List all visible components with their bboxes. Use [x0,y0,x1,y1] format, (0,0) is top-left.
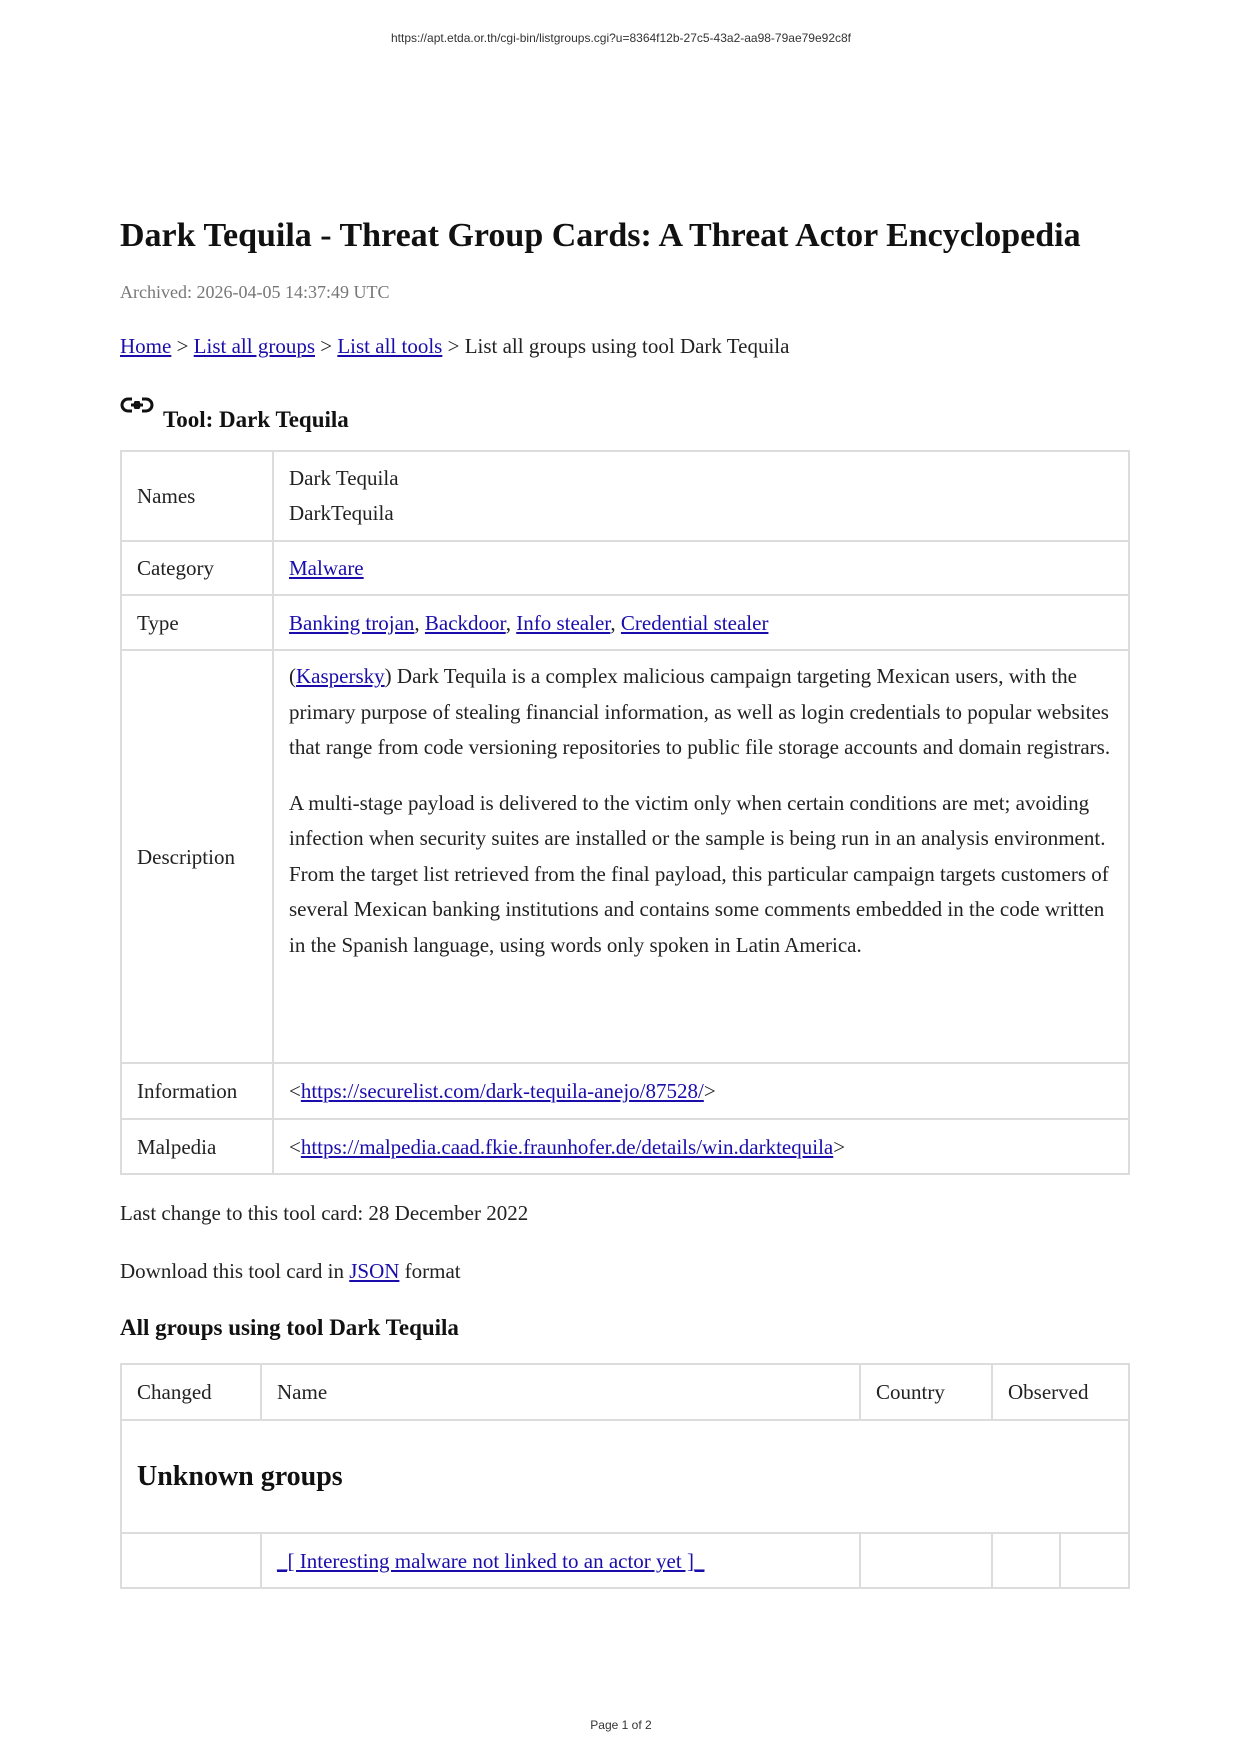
type-link-backdoor[interactable]: Backdoor [424,610,506,635]
page-footer: Page 1 of 2 [590,1718,652,1732]
changed-cell [121,1533,261,1588]
breadcrumb-tools-link[interactable]: List all tools [337,334,443,358]
groups-heading: All groups using tool Dark Tequila [120,1315,459,1340]
table-row [121,541,1129,595]
table-section-row [121,1420,1129,1533]
angle-close: > [833,1134,846,1159]
type-separator: , [610,610,621,635]
json-download-link[interactable]: JSON [349,1259,400,1283]
breadcrumb-separator: > [447,334,460,358]
tool-name: Dark Tequila [289,466,399,490]
download-line [120,1257,1130,1285]
tool-info-table [120,450,1130,1175]
table-row [121,1063,1129,1119]
unknown-groups-heading: Unknown groups [121,1420,1129,1533]
category-value [273,541,1129,595]
description-paragraph: A multi-stage payload is delivered to the victim only when certain conditions are met; avoiding infection when security suites are installed or the sample is being run in an analysis environment. From the target list retrieved from the final payload, this particular campaign targets customers of several Mexican banking institutions and contains some comments embedded in the code written in the Spanish language, using words only spoken in Latin America. [289,790,1109,957]
table-row [121,650,1129,1063]
tool-name: DarkTequila [289,501,394,525]
type-link-info-stealer[interactable]: Info stealer [516,610,611,635]
names-value [273,451,1129,541]
last-change: Last change to this tool card: 28 December 2022 [120,1201,529,1225]
tool-heading [120,396,1130,432]
country-cell [860,1533,992,1588]
breadcrumb-current: List all groups using tool Dark Tequila [464,334,790,358]
information-value [273,1063,1129,1119]
tool-heading-text: Tool: Dark Tequila [163,407,349,432]
type-value [273,595,1129,650]
type-separator: , [414,610,425,635]
table-row [121,595,1129,650]
header-country: Country [860,1364,992,1420]
header-name: Name [261,1364,860,1420]
kaspersky-source-link[interactable]: Kaspersky [296,664,385,688]
group-link[interactable]: _[ Interesting malware not linked to an actor yet ]_ [277,1548,705,1573]
groups-table [120,1363,1130,1589]
table-row [121,451,1129,541]
malpedia-value [273,1119,1129,1174]
type-link-banking-trojan[interactable]: Banking trojan [289,610,415,635]
category-link[interactable]: Malware [289,556,364,580]
download-suffix: format [399,1259,461,1283]
malpedia-link[interactable]: https://malpedia.caad.fkie.fraunhofer.de/details/win.darktequila [300,1134,834,1159]
paren-open: ( [289,664,296,688]
category-label: Category [121,541,273,595]
table-row [121,1533,1129,1588]
type-label: Type [121,595,273,650]
description-text: ) Dark Tequila is a complex malicious campaign targeting Mexican users, with the primary purpose of stealing financial information, as well as login credentials to popular websites that range from code versioning repositories to public file storage accounts and domain registrars. [289,664,1111,759]
angle-close: > [703,1079,716,1103]
archived-timestamp: Archived: 2026-04-05 14:37:49 UTC [120,282,390,302]
breadcrumb-separator: > [176,334,189,358]
header-observed: Observed [992,1364,1129,1420]
page-title: Dark Tequila - Threat Group Cards: A Threat Actor Encyclopedia [120,217,1081,254]
breadcrumb-groups-link[interactable]: List all groups [193,334,315,358]
breadcrumb-separator: > [320,334,333,358]
information-link[interactable]: https://securelist.com/dark-tequila-anejo/87528/ [300,1079,704,1103]
main-content [120,214,1130,1589]
angle-open: < [289,1079,301,1103]
type-link-credential-stealer[interactable]: Credential stealer [620,610,769,635]
table-row [121,1119,1129,1174]
download-prefix: Download this tool card in [120,1259,350,1283]
name-cell [261,1533,860,1588]
observed-cell [1060,1533,1129,1588]
table-header-row [121,1364,1129,1420]
names-label: Names [121,451,273,541]
description-paragraph [289,659,1113,766]
link-icon [120,396,154,416]
breadcrumb-home-link[interactable]: Home [120,334,172,358]
malpedia-label: Malpedia [121,1119,273,1174]
observed-cell [992,1533,1060,1588]
page-url-header: https://apt.etda.or.th/cgi-bin/listgroups.cgi?u=8364f12b-27c5-43a2-aa98-79ae79e92c8f [391,31,851,45]
breadcrumb [120,332,1130,360]
type-separator: , [505,610,517,635]
description-label: Description [121,650,273,1063]
header-changed: Changed [121,1364,261,1420]
information-label: Information [121,1063,273,1119]
angle-open: < [289,1134,301,1159]
description-value [273,650,1129,1063]
